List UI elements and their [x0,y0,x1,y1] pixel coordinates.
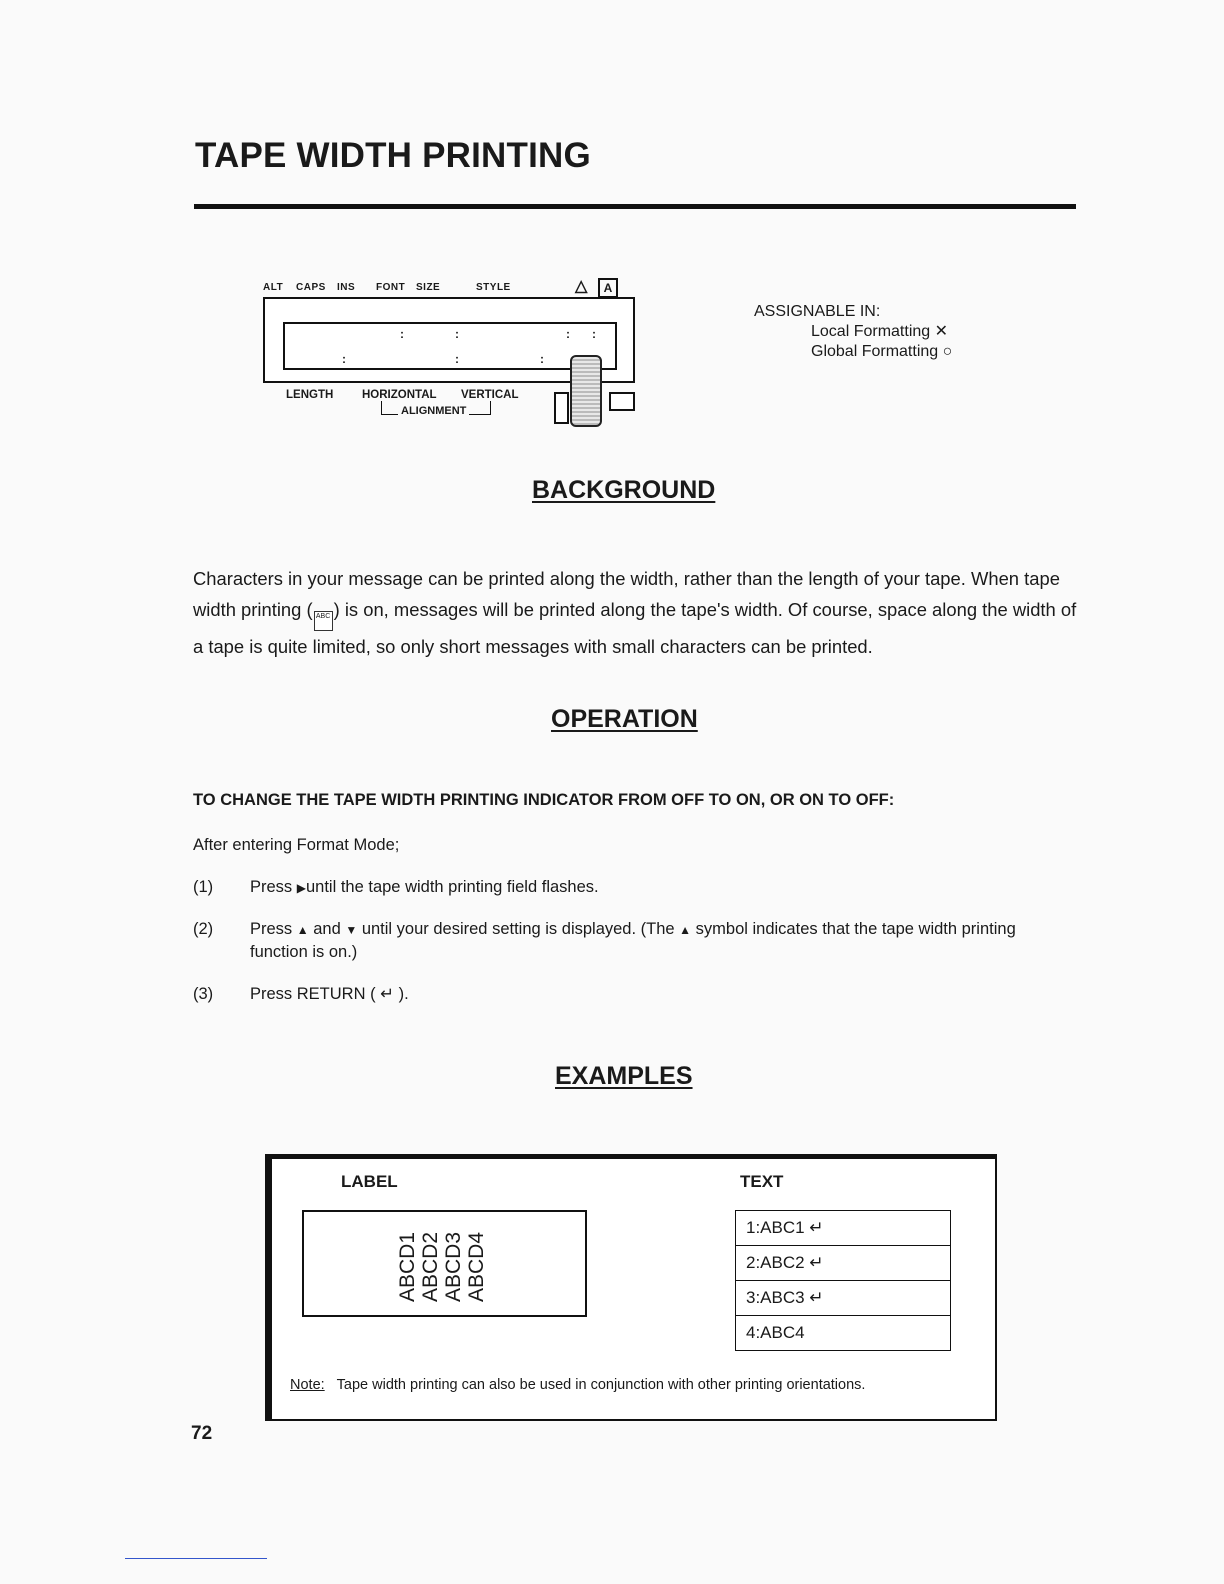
step-2 [193,918,1078,963]
step-text: until your desired setting is displayed. (The [357,920,680,938]
note [290,1377,865,1393]
return-icon: ↵ [380,985,394,1003]
lcd-label-style: STYLE [476,282,511,293]
up-arrow-icon: ▲ [296,923,309,937]
lcd-field-box [609,392,635,411]
lcd-dot: : [592,327,596,341]
background-text-a: Characters in your message can be printed along the width, rather than the length of your tape. When tape width printing ( [193,568,1060,620]
page-number: 72 [191,1423,213,1444]
table-row [736,1246,951,1281]
step-text: ). [394,985,409,1003]
background-paragraph [193,563,1083,662]
table-row [736,1281,951,1316]
background-heading: BACKGROUND [532,476,716,504]
lcd-dot: : [342,352,346,366]
examples-heading: EXAMPLES [555,1062,693,1090]
local-formatting: Local Formatting ✕ [811,323,949,340]
lcd-label-alt: ALT [263,282,284,293]
abc-tape-icon: ABC [314,611,333,631]
operation-heading: OPERATION [551,705,698,733]
footer-line [125,1558,267,1559]
lcd-label-caps: CAPS [296,282,326,293]
text-cell: 2:ABC2 ↵ [736,1246,951,1281]
lcd-label-font: FONT [376,282,406,293]
table-row [736,1316,951,1351]
text-column-header: TEXT [740,1172,784,1191]
title-rule [194,204,1076,209]
step-number: (1) [193,878,214,896]
step-text: Press [250,878,297,896]
step-number: (3) [193,985,214,1003]
label-column-header: LABEL [341,1172,398,1191]
assignable-in [754,302,952,362]
step-3 [193,983,1078,1005]
label-preview [302,1210,587,1317]
lcd-dot: : [455,327,459,341]
lcd-label-size: SIZE [416,282,441,293]
label-line: ABCD3 [442,1231,465,1302]
lcd-label-vertical: VERTICAL [461,389,519,401]
step-text: Press RETURN ( [250,985,381,1003]
lcd-label-ins: INS [337,282,356,293]
lcd-field-box [554,392,569,424]
page-title: TAPE WIDTH PRINTING [195,136,591,175]
label-line: ABCD2 [419,1231,442,1302]
text-cell: 3:ABC3 ↵ [736,1281,951,1316]
step-number: (2) [193,920,214,938]
lcd-dot: : [455,352,459,366]
lcd-label-alignment: ALIGNMENT [398,405,469,417]
lcd-dot: : [566,327,570,341]
step-text: Press [250,920,297,938]
operation-intro: After entering Format Mode; [193,836,400,854]
label-line: ABCD4 [465,1231,488,1302]
lcd-label-length: LENGTH [286,389,334,401]
text-cell: 1:ABC1 ↵ [736,1211,951,1246]
step-text: symbol indicates that the tape width printing function is on.) [250,920,1016,961]
step-1 [193,876,1078,899]
lcd-dot: : [540,352,544,366]
step-text: and [308,920,346,938]
tape-width-field-highlight [570,355,602,427]
triangle-icon: △ [575,278,588,295]
background-text-b: ) is on, messages will be printed along the tape's width. Of course, space along the width of a tape is quite limited, so only short messages with small characters can be printed. [193,599,1077,657]
label-line: ABCD1 [396,1231,419,1302]
text-cell: 4:ABC4 [736,1316,951,1351]
lcd-dot: : [400,327,404,341]
note-label: Note: [290,1377,325,1393]
note-text: Tape width printing can also be used in conjunction with other printing orientations. [336,1377,866,1393]
text-table [735,1210,951,1351]
table-row [736,1211,951,1246]
lcd-label-horizontal: HORIZONTAL [362,389,437,401]
right-arrow-icon: ▶ [296,881,306,895]
tape-width-indicator-icon: A [598,278,618,298]
step-text: until the tape width printing field flashes. [306,878,599,896]
global-formatting: Global Formatting ○ [811,343,953,360]
down-arrow-icon: ▼ [345,923,358,937]
assignable-heading: ASSIGNABLE IN: [754,303,881,320]
operation-subheading: TO CHANGE THE TAPE WIDTH PRINTING INDICATOR FROM OFF TO ON, OR ON TO OFF: [193,791,895,809]
up-arrow-icon: ▲ [679,923,692,937]
